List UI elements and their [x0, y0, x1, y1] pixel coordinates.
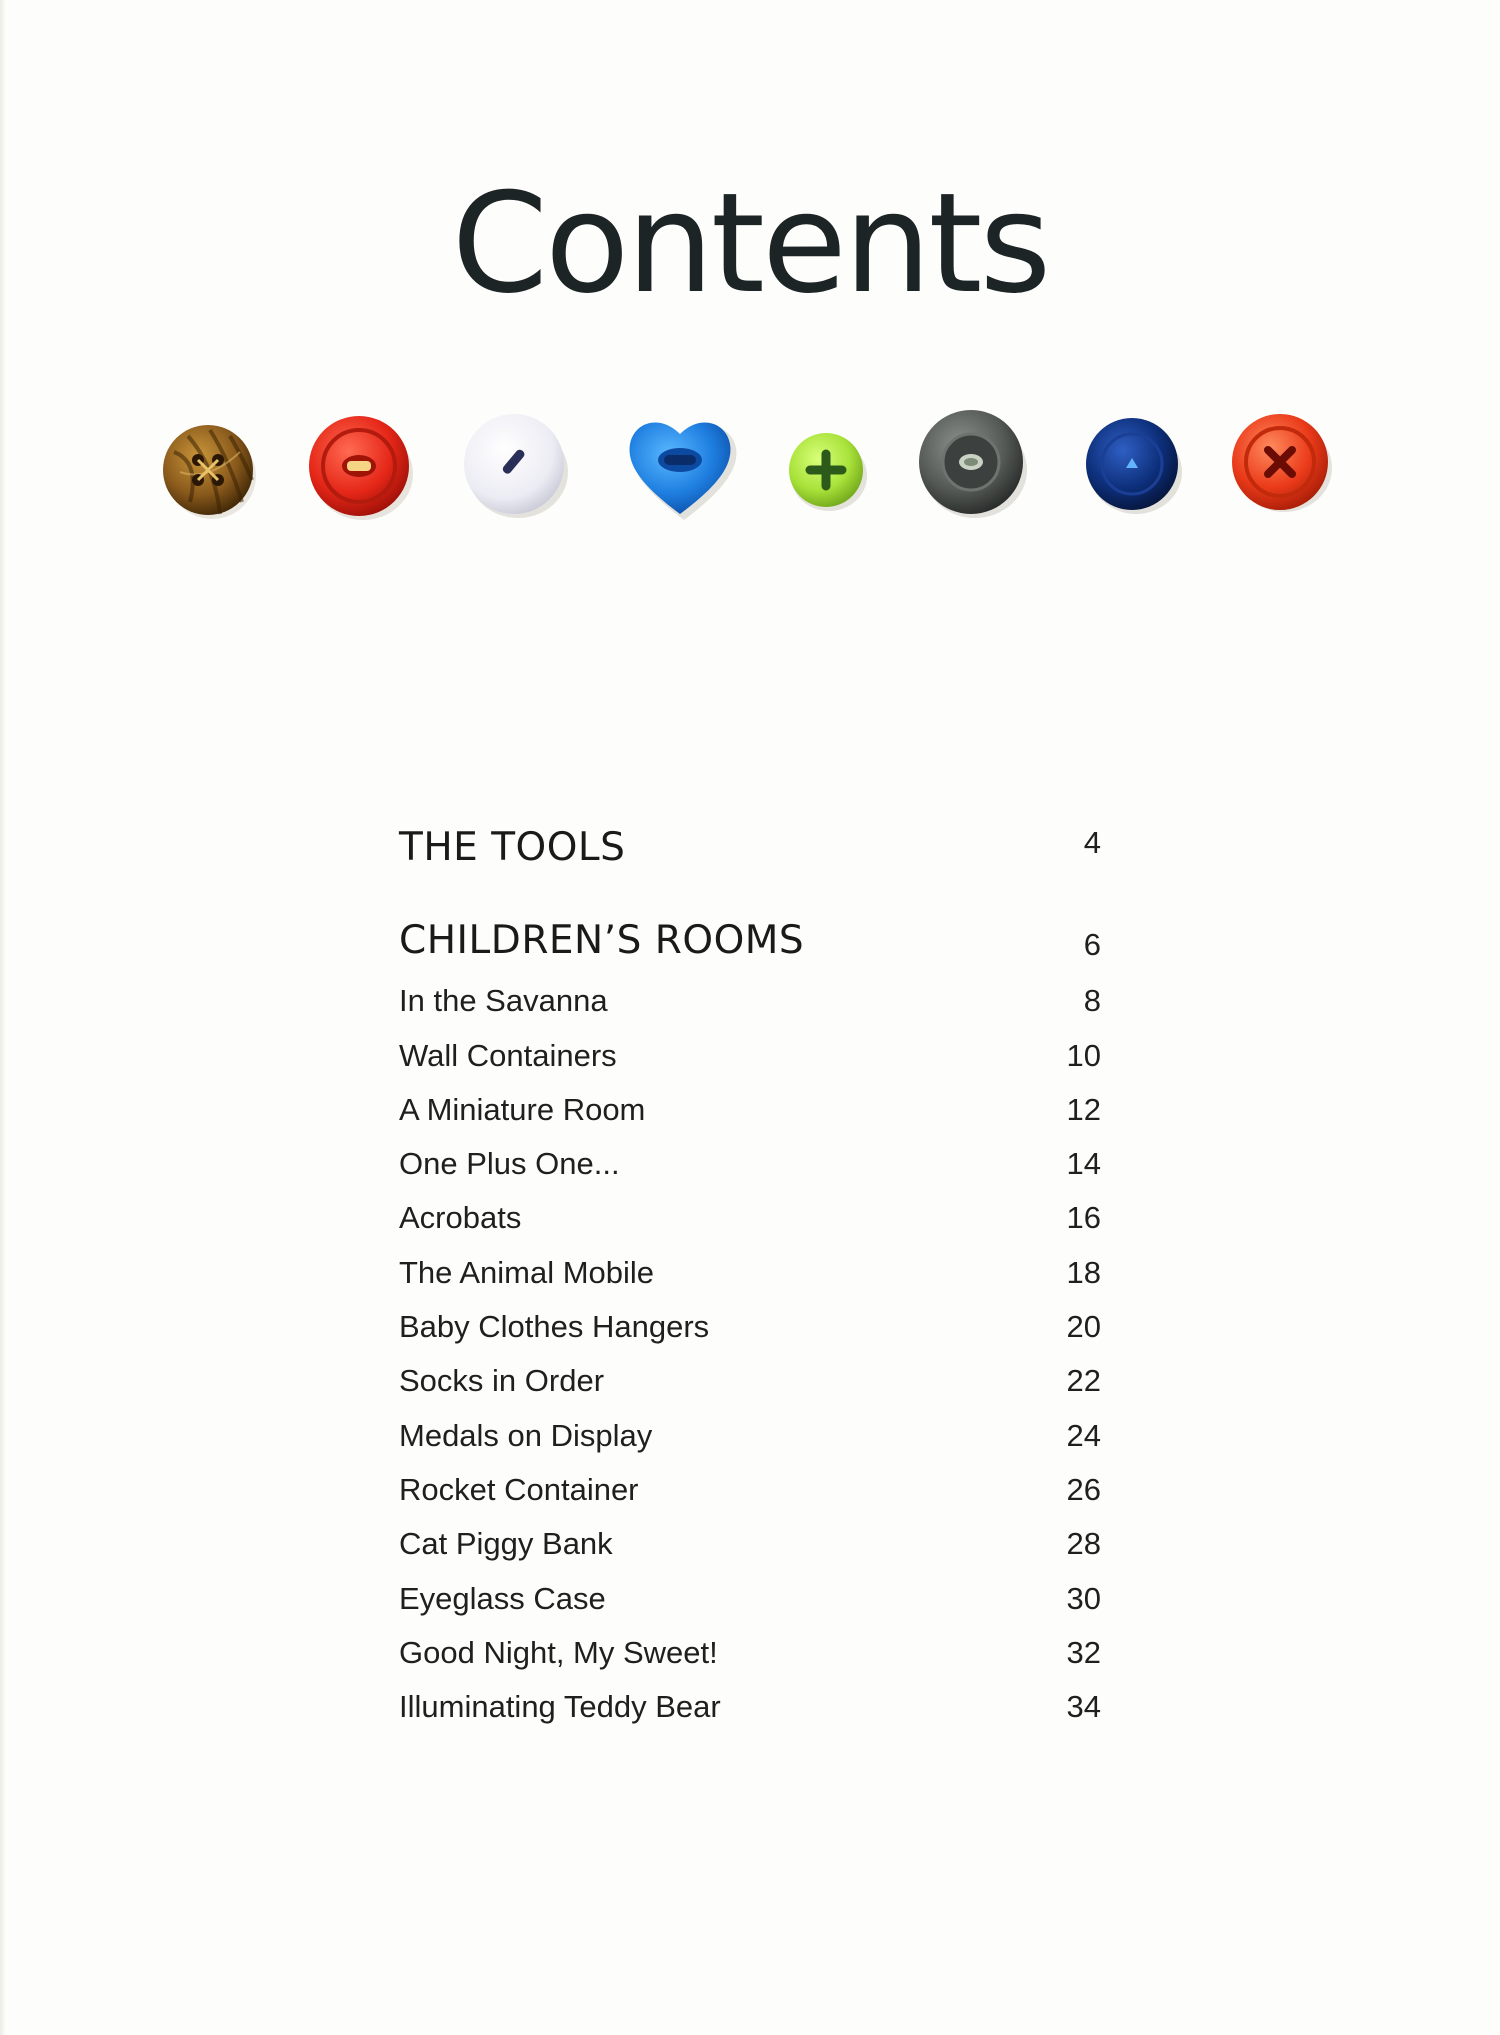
toc-entry[interactable] [399, 1084, 1101, 1138]
toc-page-number: 32 [1066, 1634, 1101, 1670]
toc-page-number: 20 [1066, 1309, 1101, 1345]
toc-entry[interactable] [399, 1192, 1101, 1246]
red-button-icon [305, 412, 415, 522]
toc-section-childrens-rooms[interactable] [399, 918, 1101, 975]
toc-entry[interactable] [399, 975, 1101, 1029]
toc-entry-label: One Plus One... [399, 1146, 620, 1182]
toc-entry-label: Wall Containers [399, 1037, 617, 1073]
toc-entry-label: Medals on Display [399, 1417, 653, 1453]
toc-page-number: 8 [1083, 983, 1101, 1019]
decorative-buttons-row [0, 400, 1500, 550]
wooden-button-icon [160, 422, 260, 522]
toc-section-heading: CHILDREN’S ROOMS [399, 918, 805, 963]
toc-page-number: 22 [1066, 1363, 1101, 1399]
toc-page-number: 4 [1083, 825, 1101, 860]
gray-button-icon [915, 406, 1031, 522]
toc-entry-label: Baby Clothes Hangers [399, 1309, 710, 1345]
toc-entry[interactable] [399, 1518, 1101, 1572]
toc-entry[interactable] [399, 1464, 1101, 1518]
orange-red-button-icon [1228, 410, 1332, 514]
toc-section-heading: THE TOOLS [399, 825, 626, 870]
lime-button-icon [785, 430, 869, 514]
toc-entry-label: Good Night, My Sweet! [399, 1634, 718, 1670]
toc-page-number: 28 [1066, 1526, 1101, 1562]
toc-entry-label: Illuminating Teddy Bear [399, 1689, 721, 1725]
toc-section-tools[interactable] [399, 815, 1101, 925]
toc-page-number: 6 [1083, 927, 1101, 962]
toc-entry[interactable] [399, 1301, 1101, 1355]
toc-entry[interactable] [399, 1246, 1101, 1300]
toc-page-number: 24 [1066, 1417, 1101, 1453]
white-button-icon [460, 410, 570, 520]
page-title: Contents [451, 163, 1049, 324]
toc-entry[interactable] [399, 1627, 1101, 1681]
toc-entry-label: In the Savanna [399, 983, 608, 1019]
toc-page-number: 10 [1066, 1037, 1101, 1073]
toc-entry[interactable] [399, 1029, 1101, 1083]
toc-entry-label: The Animal Mobile [399, 1254, 655, 1290]
toc-page-number: 26 [1066, 1471, 1101, 1507]
toc-page-number: 18 [1066, 1254, 1101, 1290]
toc-entry[interactable] [399, 1681, 1101, 1735]
toc-entry-label: Rocket Container [399, 1471, 639, 1507]
toc-entry[interactable] [399, 1572, 1101, 1626]
toc-page-number: 12 [1066, 1091, 1101, 1127]
blue-heart-button-icon [622, 408, 740, 526]
navy-button-icon [1082, 414, 1182, 514]
toc-page-number: 14 [1066, 1146, 1101, 1182]
toc-entry[interactable] [399, 1138, 1101, 1192]
toc-page-number: 30 [1066, 1580, 1101, 1616]
toc-entry-label: Socks in Order [399, 1363, 605, 1399]
toc-entry-label: Eyeglass Case [399, 1580, 606, 1616]
toc-entry-label: Acrobats [399, 1200, 522, 1236]
toc-page-number: 34 [1066, 1689, 1101, 1725]
toc-entry[interactable] [399, 1355, 1101, 1409]
toc-page-number: 16 [1066, 1200, 1101, 1236]
table-of-contents [399, 815, 1101, 1735]
toc-entry-label: A Miniature Room [399, 1091, 646, 1127]
toc-entry[interactable] [399, 1409, 1101, 1463]
toc-entry-label: Cat Piggy Bank [399, 1526, 613, 1562]
